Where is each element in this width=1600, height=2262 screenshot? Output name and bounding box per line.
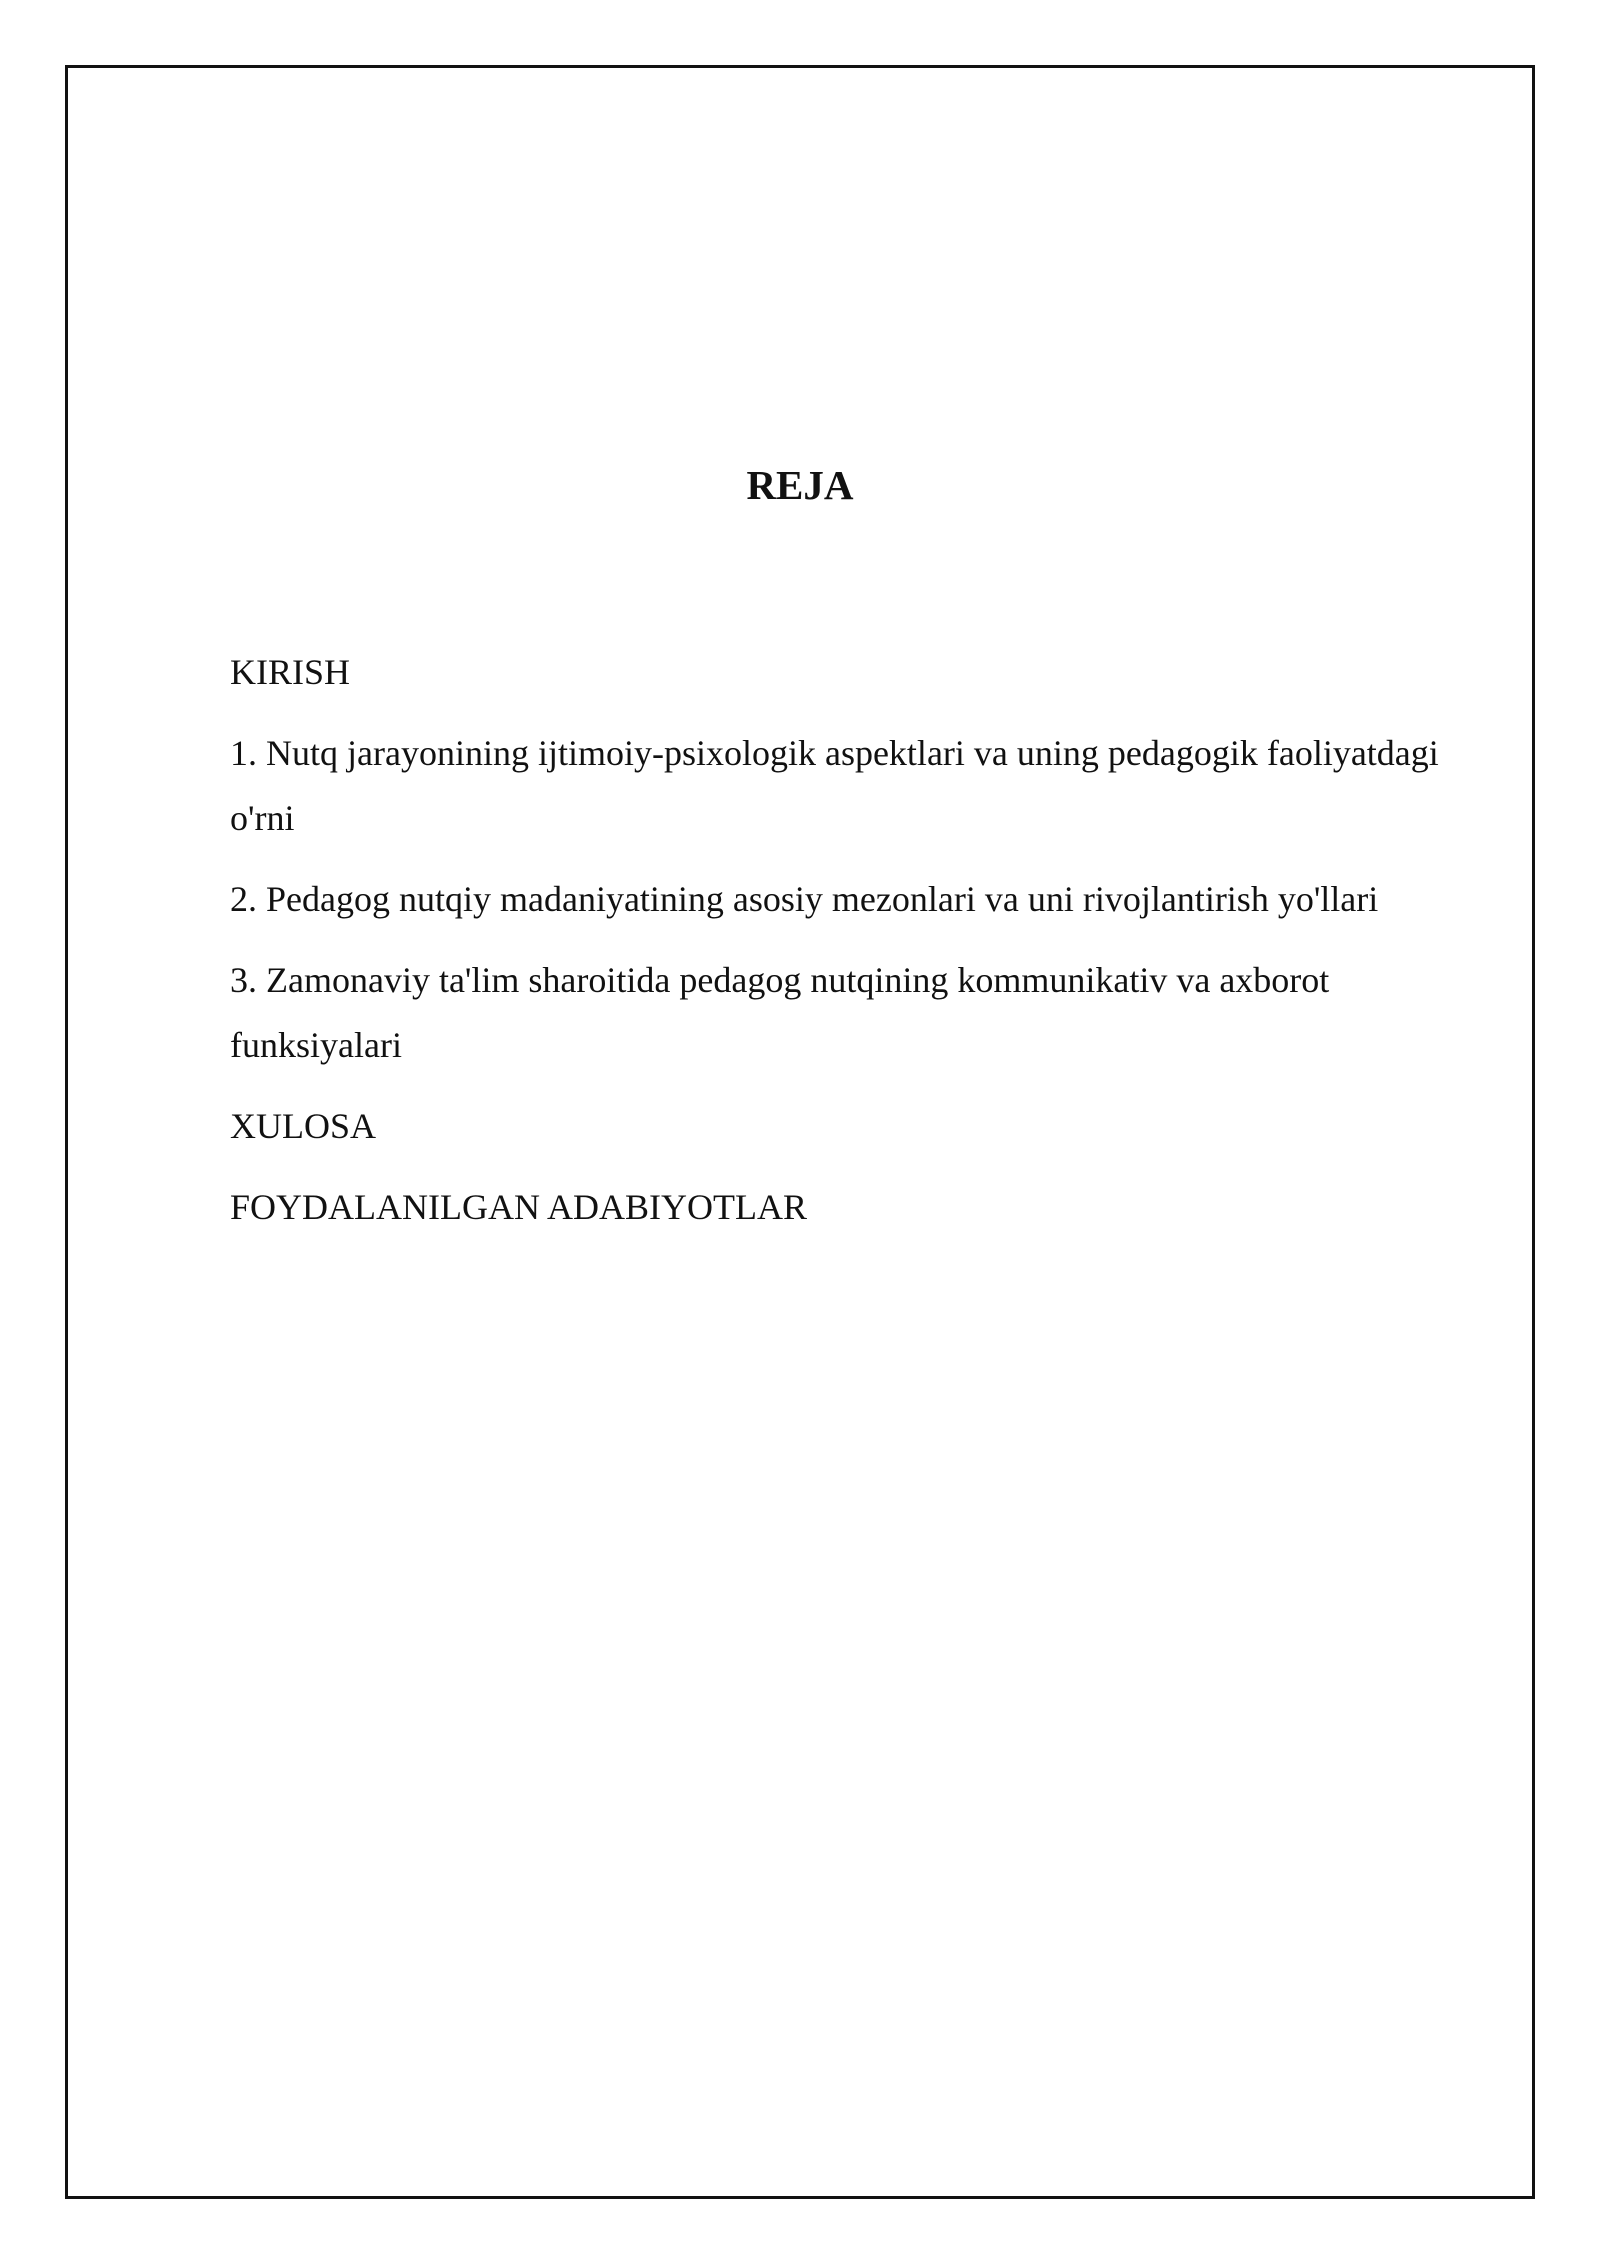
toc-item-chapter-1: 1. Nutq jarayonining ijtimoiy-psixologik aspektlari va uning pedagogik faoliyatdagi o'rni — [230, 733, 1439, 838]
toc-item-conclusion: XULOSA — [230, 1106, 377, 1146]
toc-item-chapter-3: 3. Zamonaviy ta'lim sharoitida pedagog nutqining kommunikativ va axborot funksiyalari — [230, 960, 1330, 1065]
toc-item-references: FOYDALANILGAN ADABIYOTLAR — [230, 1187, 807, 1227]
toc-item-chapter-2: 2. Pedagog nutqiy madaniyatining asosiy mezonlari va uni rivojlantirish yo'llari — [230, 879, 1379, 919]
toc-item-introduction: KIRISH — [230, 652, 351, 692]
page-title: REJA — [746, 462, 854, 508]
table-of-contents — [230, 640, 1450, 1256]
